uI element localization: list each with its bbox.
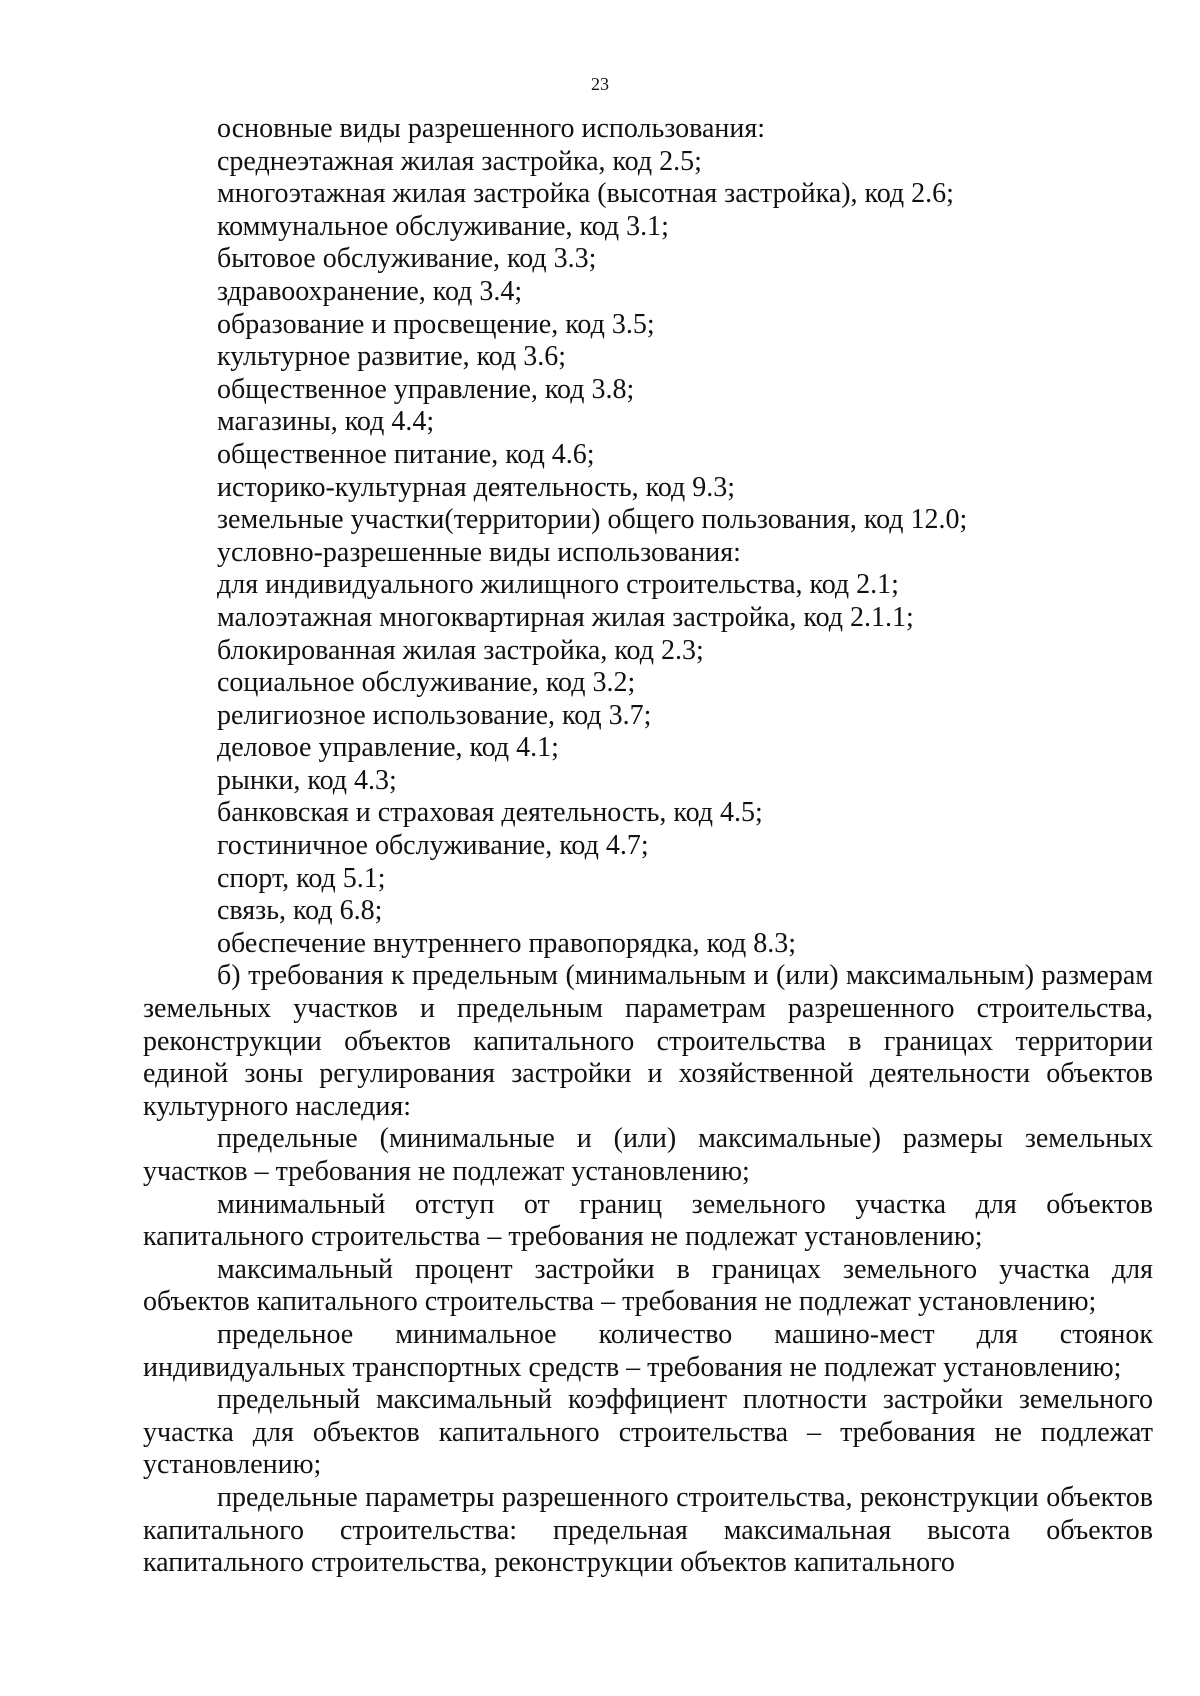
list-heading-main-uses: основные виды разрешенного использования: [217, 113, 766, 144]
list-item: многоэтажная жилая застройка (высотная застройка), код 2.6; [217, 178, 954, 210]
list-item: культурное развитие, код 3.6; [217, 341, 567, 373]
page-number: 23 [591, 74, 609, 94]
list-item: блокированная жилая застройка, код 2.3; [217, 634, 704, 666]
list-item: историко-культурная деятельность, код 9.3; [217, 471, 736, 503]
list-item: общественное управление, код 3.8; [217, 373, 635, 405]
document-body [143, 113, 1153, 1580]
list-item: малоэтажная многоквартирная жилая застройка, код 2.1.1; [217, 601, 914, 633]
paragraph-requirements-intro: б) требования к предельным (минимальным и (или) максимальным) размерам земельных участков и предельным параметрам разрешенного строительства, реконструкции объектов капитального строительства в границах территории единой зоны регулирования застройки и хозяйственной деятельности объектов культурного наследия: [143, 960, 1153, 1122]
list-item: общественное питание, код 4.6; [217, 438, 595, 470]
list-item: земельные участки(территории) общего пользования, код 12.0; [217, 504, 968, 536]
list-item: обеспечение внутреннего правопорядка, код 8.3; [217, 927, 797, 959]
list-item: бытовое обслуживание, код 3.3; [217, 243, 597, 275]
list-item: гостиничное обслуживание, код 4.7; [217, 830, 649, 862]
list-item: рынки, код 4.3; [217, 764, 397, 796]
paragraph: предельные параметры разрешенного строительства, реконструкции объектов капитального строительства: предельная максимальная высота объектов капитального строительства, реконструкции объектов капитального [143, 1481, 1153, 1579]
paragraph: предельные (минимальные и (или) максимальные) размеры земельных участков – требования не подлежат установлению; [143, 1123, 1153, 1187]
list-item: среднеэтажная жилая застройка, код 2.5; [217, 145, 702, 177]
list-item: коммунальное обслуживание, код 3.1; [217, 210, 669, 242]
list-item: спорт, код 5.1; [217, 862, 386, 894]
land-use-list [143, 113, 1153, 960]
list-item: деловое управление, код 4.1; [217, 732, 559, 764]
list-item: магазины, код 4.4; [217, 406, 435, 438]
list-item: банковская и страховая деятельность, код 4.5; [217, 797, 763, 829]
list-item: социальное обслуживание, код 3.2; [217, 667, 636, 699]
requirements-section [143, 960, 1153, 1579]
paragraph: минимальный отступ от границ земельного участка для объектов капитального строительства – требования не подлежат установлению; [143, 1188, 1153, 1253]
paragraph: предельное минимальное количество машино-мест для стоянок индивидуальных транспортных средств – требования не подлежат установлению; [143, 1318, 1153, 1383]
list-item: религиозное использование, код 3.7; [217, 699, 652, 731]
list-item: связь, код 6.8; [217, 895, 383, 927]
paragraph: предельный максимальный коэффициент плотности застройки земельного участка для объектов капитального строительства – требования не подлежат установлению; [143, 1384, 1153, 1481]
paragraph: максимальный процент застройки в границах земельного участка для объектов капитального строительства – требования не подлежат установлению; [143, 1253, 1153, 1318]
list-heading-conditional-uses: условно-разрешенные виды использования: [217, 536, 741, 568]
list-item: образование и просвещение, код 3.5; [217, 308, 655, 340]
list-item: здравоохранение, код 3.4; [217, 275, 523, 307]
list-item: для индивидуального жилищного строительства, код 2.1; [217, 569, 899, 601]
